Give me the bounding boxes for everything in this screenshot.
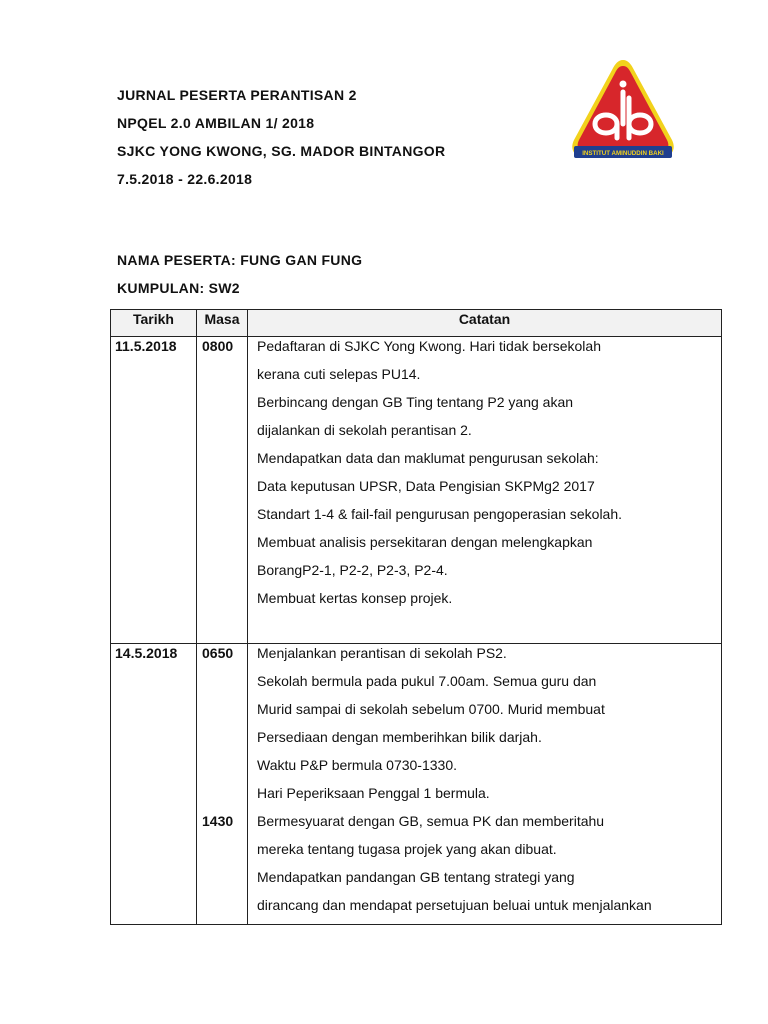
note-line: Bermesyuarat dengan GB, semua PK dan memberitahu xyxy=(257,813,605,829)
header-tarikh: Tarikh xyxy=(111,310,197,337)
table-header-row xyxy=(111,310,722,337)
note-line: Menjalankan perantisan di sekolah PS2. xyxy=(257,645,507,661)
school-name: SJKC YONG KWONG, SG. MADOR BINTANGOR xyxy=(117,143,446,159)
note-line: Data keputusan UPSR, Data Pengisian SKPMg2 2017 xyxy=(257,478,595,494)
note-line: Sekolah bermula pada pukul 7.00am. Semua guru dan xyxy=(257,673,597,689)
table-row xyxy=(111,337,722,644)
note-line: kerana cuti selepas PU14. xyxy=(257,366,421,382)
row-date: 11.5.2018 xyxy=(111,337,197,644)
note-line: Pedaftaran di SJKC Yong Kwong. Hari tidak bersekolah xyxy=(257,338,601,354)
note-line: Persediaan dengan memberihkan bilik darjah. xyxy=(257,729,542,745)
note-line: Membuat analisis persekitaran dengan melengkapkan xyxy=(257,534,593,550)
row-time: 0650 1430 xyxy=(197,644,248,925)
iab-logo xyxy=(568,58,678,168)
note-line: Waktu P&P bermula 0730-1330. xyxy=(257,757,458,773)
note-line: Murid sampai di sekolah sebelum 0700. Murid membuat xyxy=(257,701,605,717)
note-line: mereka tentang tugasa projek yang akan dibuat. xyxy=(257,841,557,857)
journal-table xyxy=(110,309,722,925)
group-name: KUMPULAN: SW2 xyxy=(117,280,240,296)
row-time: 0800 xyxy=(197,337,248,644)
note-line: Mendapatkan data dan maklumat pengurusan sekolah: xyxy=(257,450,599,466)
note-line: dijalankan di sekolah perantisan 2. xyxy=(257,422,472,438)
note-line: Hari Peperiksaan Penggal 1 bermula. xyxy=(257,785,490,801)
header-masa: Masa xyxy=(197,310,248,337)
note-line: Membuat kertas konsep projek. xyxy=(257,590,453,606)
note-line: Berbincang dengan GB Ting tentang P2 yang akan xyxy=(257,394,574,410)
note-line: dirancang dan mendapat persetujuan beluai untuk menjalankan xyxy=(257,897,652,913)
date-range: 7.5.2018 - 22.6.2018 xyxy=(117,171,253,187)
note-line: BorangP2-1, P2-2, P2-3, P2-4. xyxy=(257,562,448,578)
participant-name: NAMA PESERTA: FUNG GAN FUNG xyxy=(117,252,363,268)
journal-title: JURNAL PESERTA PERANTISAN 2 xyxy=(117,87,357,103)
row-date: 14.5.2018 xyxy=(111,644,197,925)
header-catatan: Catatan xyxy=(248,310,722,337)
note-line: Mendapatkan pandangan GB tentang strategi yang xyxy=(257,869,575,885)
row-notes xyxy=(248,644,722,925)
row-notes xyxy=(248,337,722,644)
logo-banner-text: INSTITUT AMINUDDIN BAKI xyxy=(582,150,664,157)
note-line: Standart 1-4 & fail-fail pengurusan pengoperasian sekolah. xyxy=(257,506,623,522)
table-row xyxy=(111,644,722,925)
program-title: NPQEL 2.0 AMBILAN 1/ 2018 xyxy=(117,115,315,131)
